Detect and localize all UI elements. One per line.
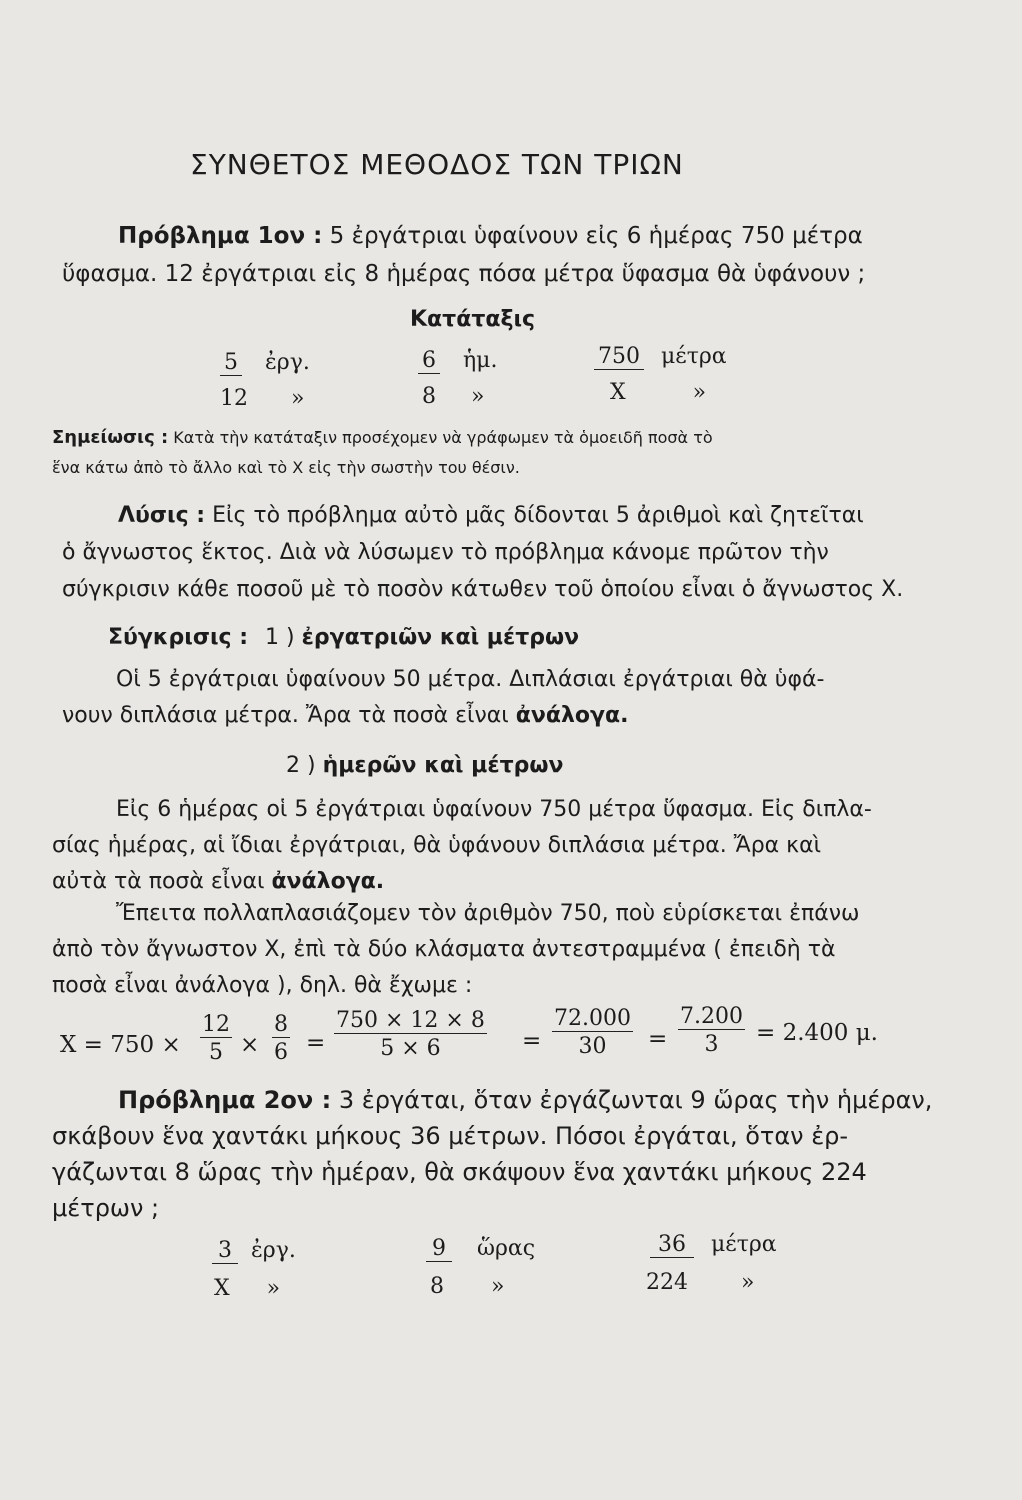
fraction-4-numerator: 72.000 — [554, 1006, 631, 1031]
arr1-col1-top-value: 5 — [220, 350, 242, 376]
solution-text-line1: Εἰς τὸ πρόβλημα αὐτὸ μᾶς δίδονται 5 ἀριθμοὶ καὶ ζητεῖται — [212, 503, 864, 528]
arr1-col2-top — [418, 348, 497, 374]
problem1-text-line2: ὕφασμα. 12 ἐργάτριαι εἰς 8 ἡμέρας πόσα μέτρα ὕφασμα θὰ ὑφάνουν ; — [62, 261, 866, 287]
comp2-conclusion: ἀνάλογα. — [271, 869, 385, 894]
arr1-col1-top — [220, 350, 310, 376]
arr2-col3-top-value: 36 — [650, 1232, 694, 1258]
problem2-label: Πρόβλημα 2ον : — [118, 1086, 332, 1114]
arr2-col1-top — [212, 1238, 296, 1264]
arr2-col1-top-value: 3 — [212, 1238, 238, 1264]
arr1-col3-unit: μέτρα — [661, 344, 727, 369]
comparison-heading — [108, 620, 579, 656]
problem2-text-line1: 3 ἐργάται, ὅταν ἐργάζωνται 9 ὥρας τὴν ἡμέραν, — [338, 1086, 933, 1114]
problem1-text-line1: 5 ἐργάτριαι ὑφαίνουν εἰς 6 ἡμέρας 750 μέτρα — [329, 223, 863, 249]
arr2-col3-ditto: » — [741, 1270, 755, 1295]
comp2-number: 2 ) — [286, 753, 316, 778]
fraction-3-numerator: 750 × 12 × 8 — [336, 1008, 485, 1033]
problem2-text-line4: μέτρων ; — [52, 1194, 160, 1222]
fraction-3-denominator: 5 × 6 — [380, 1036, 441, 1061]
formula-fraction-4 — [552, 1006, 633, 1059]
note-text-line2: ἕνα κάτω ἀπὸ τὸ ἄλλο καὶ τὸ X εἰς τὴν σωστὴν του θέσιν. — [52, 458, 520, 477]
solution-label: Λύσις : — [118, 503, 206, 528]
arr1-col1-bottom — [220, 386, 304, 411]
arr1-col3-top — [594, 344, 727, 370]
note-label: Σημείωσις : — [52, 427, 169, 448]
problem2-line1 — [118, 1082, 932, 1118]
arr1-col1-bottom-value: 12 — [220, 386, 248, 411]
comp1-text-line1: Οἱ 5 ἐργάτριαι ὑφαίνουν 50 μέτρα. Διπλάσιαι ἐργάτριαι θὰ ὑφά- — [116, 667, 825, 692]
problem2-text-line3: γάζωνται 8 ὥρας τὴν ἡμέραν, θὰ σκάψουν ἕνα χαντάκι μήκους 224 — [52, 1158, 867, 1186]
formula-fraction-3 — [334, 1008, 487, 1061]
fraction-5-denominator: 3 — [704, 1032, 719, 1057]
arr1-col2-unit: ἡμ. — [463, 348, 498, 373]
arr2-col3-unit: μέτρα — [711, 1232, 777, 1257]
solution-text-line3: σύγκρισιν κάθε ποσοῦ μὲ τὸ ποσὸν κάτωθεν τοῦ ὁποίου εἶναι ὁ ἄγνωστος X. — [62, 577, 904, 602]
arr1-col3-bottom-value: X — [610, 380, 626, 405]
arr2-col2-ditto: » — [491, 1274, 505, 1299]
comp1-number: 1 ) — [265, 625, 295, 650]
arrangement-heading: Κατάταξις — [410, 307, 536, 332]
arr2-col1-bottom — [214, 1276, 280, 1301]
arr1-col3-ditto: » — [692, 380, 707, 405]
arr1-col3-top-value: 750 — [594, 344, 644, 370]
then-text-line2: ἀπὸ τὸν ἄγνωστον X, ἐπὶ τὰ δύο κλάσματα ἀντεστραμμένα ( ἐπειδὴ τὰ — [52, 937, 836, 962]
comp2-text-line2: σίας ἡμέρας, αἱ ἴδιαι ἐργάτριαι, θὰ ὑφάνουν διπλάσια μέτρα. Ἄρα καὶ — [52, 833, 822, 858]
formula-times: × — [240, 1032, 260, 1058]
problem2-text-line2: σκάβουν ἕνα χαντάκι μήκους 36 μέτρων. Πόσοι ἐργάται, ὅταν ἐρ- — [52, 1122, 849, 1150]
fraction-4-denominator: 30 — [578, 1034, 607, 1059]
arr2-col2-bottom — [430, 1274, 504, 1299]
formula-equals-1: = — [306, 1030, 326, 1056]
note-line1 — [52, 425, 713, 451]
comp1-conclusion: ἀνάλογα. — [515, 703, 629, 728]
page-title: ΣΥΝΘΕΤΟΣ ΜΕΘΟΔΟΣ ΤΩΝ ΤΡΙΩΝ — [190, 148, 684, 181]
fraction-1-denominator: 5 — [209, 1040, 223, 1065]
arr2-col1-bottom-value: X — [214, 1276, 230, 1301]
problem1-statement-line1 — [118, 218, 863, 254]
arr1-col2-ditto: » — [471, 384, 485, 409]
note-text-line1: Κατὰ τὴν κατάταξιν προσέχομεν νὰ γράφωμεν τὰ ὁμοειδῆ ποσὰ τὸ — [173, 428, 713, 447]
comp2-text-line1: Εἰς 6 ἡμέρας οἱ 5 ἐργάτριαι ὑφαίνουν 750 μέτρα ὕφασμα. Εἰς διπλα- — [116, 797, 872, 822]
comp1-line2-text: νουν διπλάσια μέτρα. Ἄρα τὰ ποσὰ εἶναι — [62, 703, 509, 728]
comp2-heading — [286, 748, 564, 784]
arr1-col3-bottom — [610, 380, 706, 405]
then-text-line1: Ἔπειτα πολλαπλασιάζομεν τὸν ἀριθμὸν 750, ποὺ εὑρίσκεται ἐπάνω — [116, 901, 860, 926]
comparison-label: Σύγκρισις : — [108, 625, 249, 650]
arr1-col2-bottom — [422, 384, 484, 409]
arr2-col2-top-value: 9 — [426, 1236, 452, 1262]
arr1-col2-top-value: 6 — [418, 348, 440, 374]
arr2-col3-top — [650, 1232, 777, 1258]
solution-line1 — [118, 498, 864, 534]
problem1-label: Πρόβλημα 1ον : — [118, 223, 323, 249]
arr1-col1-ditto: » — [291, 386, 305, 411]
formula-fraction-1 — [200, 1012, 232, 1065]
fraction-2-denominator: 6 — [274, 1040, 288, 1065]
arr2-col1-ditto: » — [266, 1276, 281, 1301]
formula-result: = 2.400 μ. — [756, 1020, 878, 1046]
fraction-5-numerator: 7.200 — [680, 1004, 743, 1029]
formula-equals-2: = — [522, 1028, 542, 1054]
arr2-col3-bottom — [646, 1270, 754, 1295]
comp2-line3-text: αὐτὰ τὰ ποσὰ εἶναι — [52, 869, 265, 894]
comp1-text-line2 — [62, 698, 628, 734]
arr1-col1-unit: ἐργ. — [265, 350, 310, 375]
arr2-col2-bottom-value: 8 — [430, 1274, 444, 1299]
comp2-title: ἡμερῶν καὶ μέτρων — [322, 753, 564, 778]
formula-equals-3: = — [648, 1026, 668, 1052]
arr2-col2-unit: ὥρας — [477, 1236, 536, 1261]
arr1-col2-bottom-value: 8 — [422, 384, 436, 409]
arr2-col2-top — [426, 1236, 535, 1262]
formula-fraction-2 — [272, 1012, 290, 1065]
formula-fraction-5 — [678, 1004, 745, 1057]
formula-lhs: X = 750 × — [60, 1032, 181, 1058]
comp1-title: ἐργατριῶν καὶ μέτρων — [301, 625, 580, 650]
arr2-col1-unit: ἐργ. — [251, 1238, 296, 1263]
then-text-line3: ποσὰ εἶναι ἀνάλογα ), δηλ. θὰ ἔχωμε : — [52, 973, 473, 998]
solution-text-line2: ὁ ἄγνωστος ἕκτος. Διὰ νὰ λύσωμεν τὸ πρόβλημα κάνομε πρῶτον τὴν — [62, 540, 829, 565]
arr2-col3-bottom-value: 224 — [646, 1270, 688, 1295]
fraction-2-numerator: 8 — [274, 1012, 288, 1037]
fraction-1-numerator: 12 — [202, 1012, 230, 1037]
comp2-text-line3 — [52, 864, 384, 900]
